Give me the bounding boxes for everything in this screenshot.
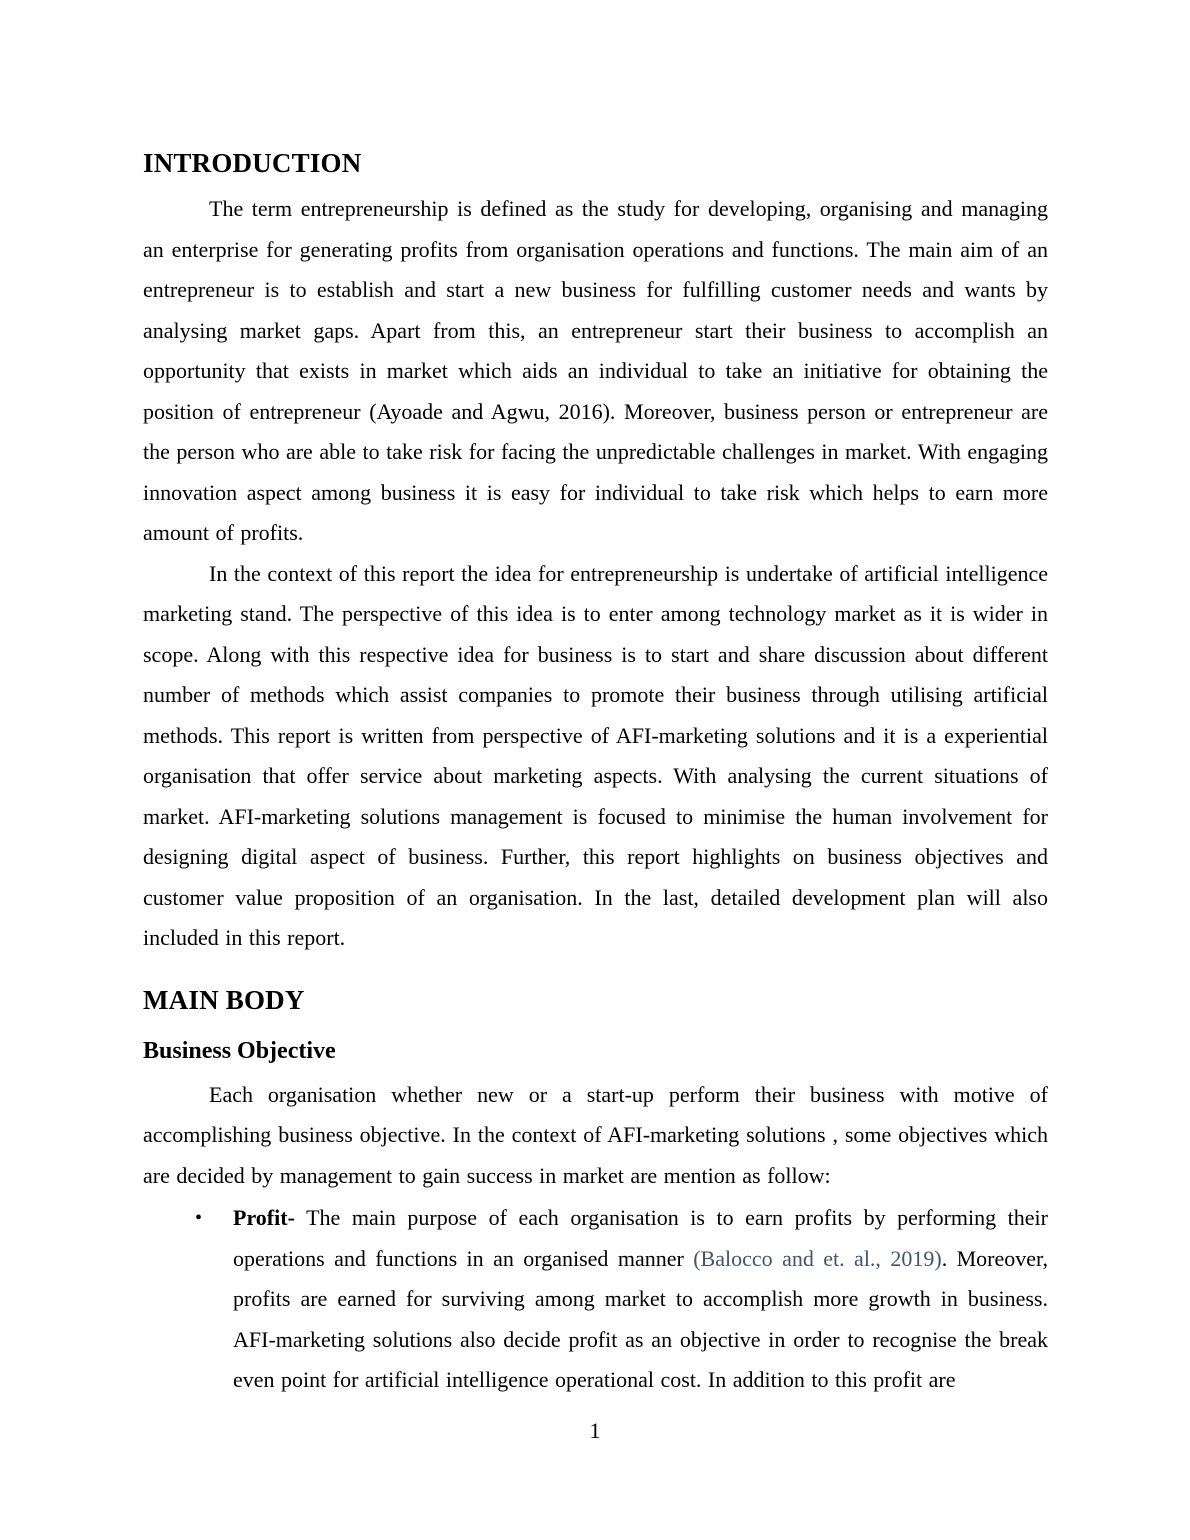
profit-label: Profit- — [233, 1205, 295, 1230]
bullet-icon: • — [195, 1207, 203, 1229]
intro-heading: INTRODUCTION — [143, 148, 362, 178]
list-item-text — [233, 1198, 1048, 1401]
business-objective-heading: Business Objective — [143, 1037, 336, 1064]
profit-text-after-citation: . Moreover, profits are earned for surviving among market to accomplish more growth in business. AFI-marketing solutions also decide profit as an objective in order to recognise the break even point for artificial intelligence operational cost. In addition to this profit are — [233, 1245, 1048, 1392]
page-number: 1 — [589, 1418, 601, 1443]
profit-text-before-citation: The main purpose of each organisation is to earn profits by performing their operations and functions in an organised manner — [233, 1205, 1048, 1271]
intro-paragraph-2: In the context of this report the idea for entrepreneurship is undertake of artificial intelligence marketing stand. The perspective of this idea is to enter among technology market as it is wider in scope. Along with this respective idea for business is to start and share discussion about different number of methods which assist companies to promote their business through utilising artificial methods. This report is written from perspective of AFI-marketing solutions and it is a experiential organisation that offer service about marketing aspects. With analysing the current situations of market. AFI-marketing solutions management is focused to minimise the human involvement for designing digital aspect of business. Further, this report highlights on business objectives and customer value proposition of an organisation. In the last, detailed development plan will also included in this report. — [143, 560, 1048, 950]
list-item-profit — [195, 1198, 1048, 1401]
business-objective-paragraph: Each organisation whether new or a start-up perform their business with motive of accomplishing business objective. In the context of AFI-marketing solutions , some objectives which are decided by management to gain success in market are mention as follow: — [143, 1081, 1048, 1188]
main-body-heading: MAIN BODY — [143, 984, 305, 1015]
objectives-list — [143, 1198, 1048, 1401]
citation-balocco: (Balocco and et. al., 2019) — [693, 1245, 942, 1271]
intro-paragraph-1: The term entrepreneurship is defined as the study for developing, organising and managing an enterprise for generating profits from organisation operations and functions. The main aim of an entrepreneur is to establish and start a new business for fulfilling customer needs and wants by analysing market gaps. Apart from this, an entrepreneur start their business to accomplish an opportunity that exists in market which aids an individual to take an initiative for obtaining the position of entrepreneur (Ayoade and Agwu, 2016). Moreover, business person or entrepreneur are the person who are able to take risk for facing the unpredictable challenges in market. With engaging innovation aspect among business it is easy for individual to take risk which helps to earn more amount of profits. — [143, 196, 1048, 545]
